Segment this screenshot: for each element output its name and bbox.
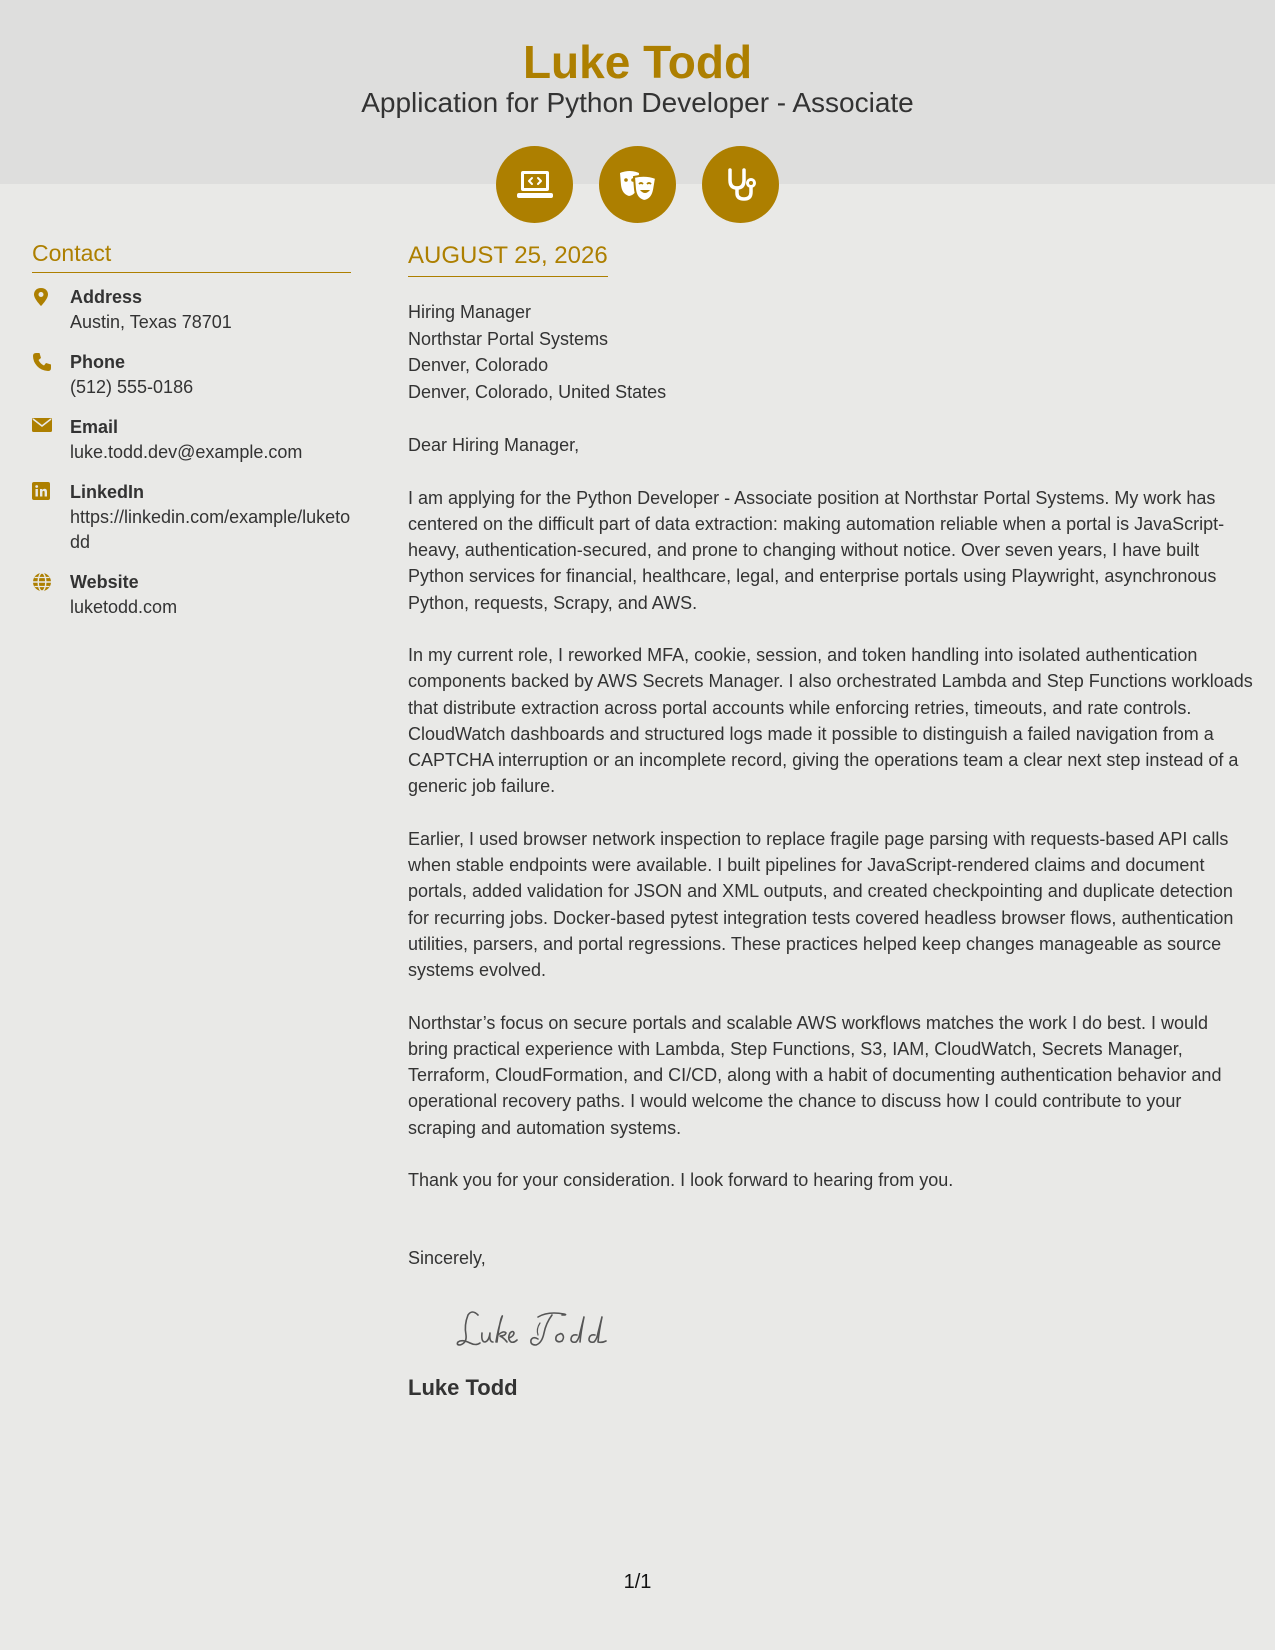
body-paragraph: Earlier, I used browser network inspection to replace fragile page parsing with requests-based API calls when stable endpoints were available. I built pipelines for JavaScript-rendered claims and document portals, added validation for JSON and XML outputs, and created checkpointing and duplicate detection for recurring jobs. Docker-based pytest integration tests covered headless browser flows, authentication utilities, parsers, and portal regressions. These practices helped keep changes manageable as source systems evolved. [408,828,1234,981]
signed-name: Luke Todd [408,1375,518,1401]
map-pin-icon [32,285,70,312]
contact-value[interactable]: https://linkedin.com/example/luketodd [70,507,351,552]
header-icon-row [0,146,1275,223]
envelope-icon [32,415,70,438]
recipient-block [408,299,1253,405]
handwritten-signature [456,1305,626,1353]
application-subtitle: Application for Python Developer - Associate [361,87,914,118]
contact-heading: Contact [32,238,351,273]
contact-value: luke.todd.dev@example.com [70,442,303,462]
linkedin-icon [32,480,70,505]
contact-label: Email [70,417,119,437]
salutation: Dear Hiring Manager, [408,435,580,455]
contact-linkedin [32,480,351,555]
body-paragraph: Thank you for your consideration. I look forward to hearing from you. [408,1170,954,1191]
contact-value: (512) 555-0186 [70,377,194,397]
contact-label: Address [70,287,143,307]
contact-label: Phone [70,352,126,372]
contact-label: Website [70,572,139,592]
letter-date: AUGUST 25, 2026 [408,240,608,277]
page-number: 1/1 [623,1571,652,1593]
phone-icon [32,350,70,377]
stethoscope-icon [702,146,779,223]
globe-icon [32,570,70,597]
recipient-line: Denver, Colorado, United States [408,381,667,402]
recipient-line: Northstar Portal Systems [408,328,609,349]
recipient-line: Hiring Manager [408,302,532,322]
contact-value[interactable]: luketodd.com [70,597,178,617]
recipient-line: Denver, Colorado [408,355,549,375]
contact-website [32,570,351,620]
body-paragraph: Northstar’s focus on secure portals and scalable AWS workflows matches the work I do best. I would bring practical experience with Lambda, Step Functions, S3, IAM, CloudWatch, Secrets Manager, Terraform, CloudFormation, and CI/CD, along with a habit of documenting authentication behavior and operational recovery paths. I would welcome the chance to discuss how I could contribute to your scraping and automation systems. [408,1012,1222,1138]
contact-label: LinkedIn [70,482,145,502]
laptop-code-icon [496,146,573,223]
letter-body [408,240,1253,1403]
theater-masks-icon [599,146,676,223]
closing: Sincerely, [408,1248,486,1269]
contact-address [32,285,351,335]
contact-sidebar [32,238,351,635]
contact-phone [32,350,351,400]
body-paragraph: In my current role, I reworked MFA, cookie, session, and token handling into isolated authentication components backed by AWS Secrets Manager. I also orchestrated Lambda and Step Functions workloads that distribute extraction across portal accounts while enforcing retries, timeouts, and rate controls. CloudWatch dashboards and structured logs made it possible to distinguish a failed navigation from a CAPTCHA interruption or an incomplete record, giving the operations team a clear next step instead of a generic job failure. [408,644,1253,797]
contact-email [32,415,351,465]
body-paragraph: I am applying for the Python Developer - Associate position at Northstar Portal Systems. My work has centered on the difficult part of data extraction: making automation reliable when a portal is JavaScript-heavy, authentication-secured, and prone to changing without notice. Over seven years, I have built Python services for financial, healthcare, legal, and enterprise portals using Playwright, asynchronous Python, requests, Scrapy, and AWS. [408,487,1225,613]
applicant-name: Luke Todd [522,36,753,88]
contact-value: Austin, Texas 78701 [70,312,232,332]
